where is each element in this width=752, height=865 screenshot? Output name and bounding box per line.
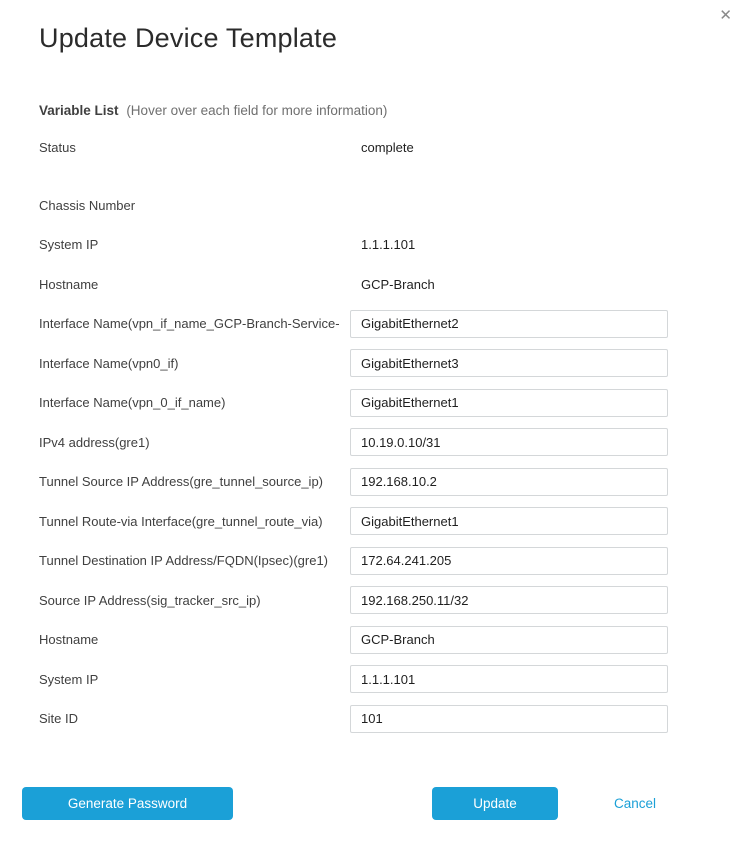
row-chassis-number	[39, 191, 668, 219]
generate-password-button[interactable]: Generate Password	[22, 787, 233, 820]
update-button[interactable]: Update	[432, 787, 558, 820]
tunnel-source-ip-input[interactable]	[350, 468, 668, 496]
row-tunnel-source-ip	[39, 468, 668, 496]
interface-name-service-input[interactable]	[350, 310, 668, 338]
row-system-ip-input	[39, 665, 668, 693]
variable-list-heading	[39, 102, 752, 119]
system-ip-input[interactable]	[350, 665, 668, 693]
page-title: Update Device Template	[39, 23, 338, 53]
row-tunnel-route-via	[39, 507, 668, 535]
row-value: 1.1.1.101	[361, 237, 416, 252]
row-label: System IP	[39, 671, 99, 687]
cancel-link[interactable]: Cancel	[614, 795, 657, 811]
interface-name-vpn-0-if-name-input[interactable]	[350, 389, 668, 417]
row-label: Tunnel Source IP Address(gre_tunnel_source_ip)	[39, 474, 324, 489]
row-label: Interface Name(vpn0_if)	[39, 355, 179, 371]
row-interface-name-vpn-0-if-name	[39, 389, 668, 417]
row-hostname-static	[39, 270, 668, 298]
row-source-ip-tracker	[39, 586, 668, 614]
row-label: Interface Name(vpn_0_if_name)	[39, 395, 226, 410]
row-system-ip-static	[39, 231, 668, 259]
tunnel-route-via-input[interactable]	[350, 507, 668, 535]
variable-rows	[0, 133, 752, 733]
row-site-id	[39, 705, 668, 733]
source-ip-tracker-input[interactable]	[350, 586, 668, 614]
row-ipv4-address-gre1	[39, 428, 668, 456]
variable-list-hint: (Hover over each field for more information)	[126, 103, 388, 118]
row-hostname-input	[39, 626, 668, 654]
row-label: Source IP Address(sig_tracker_src_ip)	[39, 592, 261, 608]
row-label: Tunnel Route-via Interface(gre_tunnel_route_via)	[39, 513, 323, 529]
row-status	[39, 133, 668, 161]
row-value: GCP-Branch	[361, 276, 435, 292]
ipv4-address-gre1-input[interactable]	[350, 428, 668, 456]
row-interface-name-service	[39, 310, 668, 338]
row-label: System IP	[39, 237, 99, 252]
tunnel-destination-ip-input[interactable]	[350, 547, 668, 575]
row-tunnel-destination-ip	[39, 547, 668, 575]
row-value: complete	[361, 139, 414, 155]
interface-name-vpn0-if-input[interactable]	[350, 349, 668, 377]
row-label: Hostname	[39, 632, 99, 647]
close-icon[interactable]: ✕	[719, 7, 732, 24]
site-id-input[interactable]	[350, 705, 668, 733]
row-label: Interface Name(vpn_if_name_GCP-Branch-Service-	[39, 316, 340, 331]
row-label: Status	[39, 139, 76, 155]
row-label: Tunnel Destination IP Address/FQDN(Ipsec)(gre1)	[39, 553, 329, 568]
hostname-input[interactable]	[350, 626, 668, 654]
variable-list-label: Variable List	[39, 103, 119, 118]
row-interface-name-vpn0-if	[39, 349, 668, 377]
row-label: Hostname	[39, 276, 99, 292]
row-label: Site ID	[39, 711, 79, 726]
modal-footer	[0, 787, 752, 821]
row-label: Chassis Number	[39, 197, 136, 213]
row-label: IPv4 address(gre1)	[39, 434, 150, 450]
